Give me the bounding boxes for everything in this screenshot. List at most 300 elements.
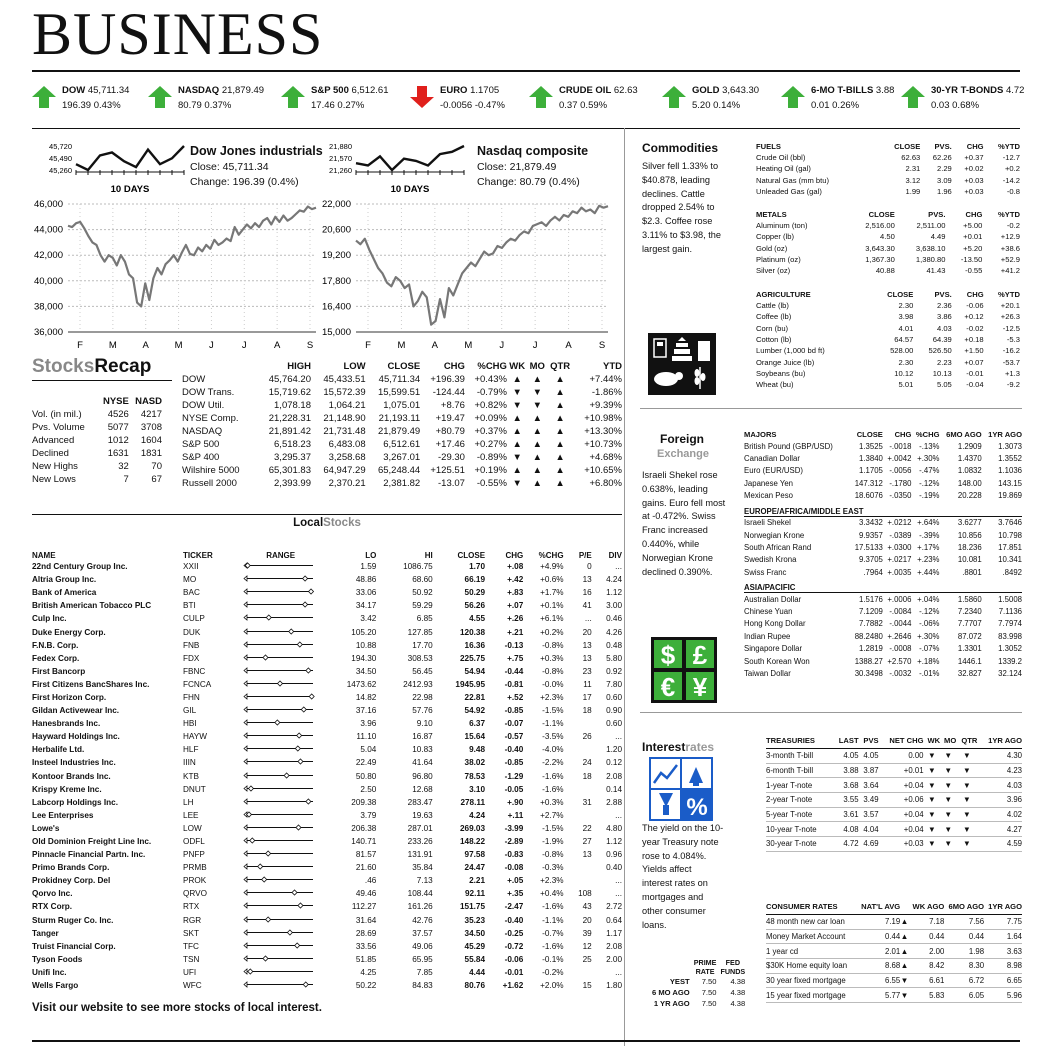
rate-cell: 8.30 <box>944 959 984 974</box>
fx-cell: -.0056 <box>889 466 912 476</box>
ticker-line2 <box>440 100 505 111</box>
stock-ticker: RGR <box>183 915 202 925</box>
range-bar <box>241 941 315 950</box>
stock-cell: 31 <box>582 797 592 807</box>
stock-cell: 22.81 <box>464 692 486 702</box>
recap-cell: 1,078.18 <box>274 400 311 411</box>
recap-header: CLOSE <box>387 360 421 372</box>
rate-row <box>766 973 1022 988</box>
commodity-cell: +38.6 <box>1000 243 1020 253</box>
fx-row <box>744 642 1022 654</box>
fx-cell: -.0018 <box>889 441 912 451</box>
range-low-marker <box>244 576 247 581</box>
commodity-cell: 526.50 <box>928 346 952 356</box>
fx-cell: -.13% <box>919 441 940 451</box>
rate-cell: 5.77 <box>857 988 901 1003</box>
stock-cell: 21.60 <box>355 863 377 873</box>
mini-tick-label: 21,260 <box>329 166 352 175</box>
stock-cell: 28.69 <box>355 928 377 938</box>
fx-cell: 7.1136 <box>998 606 1022 616</box>
recap-cell: 3,258.68 <box>328 452 366 463</box>
table-row <box>32 599 622 612</box>
rate-header: 1YR AGO <box>977 736 1022 749</box>
recap-cell: 3,295.37 <box>274 452 311 463</box>
range-bar <box>241 849 315 858</box>
ticker-pct: 0.59% <box>580 100 608 111</box>
fx-cell: +.44% <box>917 567 940 577</box>
recap-cell: ▲ <box>532 413 542 424</box>
stock-name: Wells Fargo <box>32 981 79 991</box>
fx-cell: +.17% <box>917 542 940 552</box>
stock-cell: 4.26 <box>606 627 622 637</box>
fx-cell: Taiwan Dollar <box>744 668 791 678</box>
commodity-col-header: PVS. <box>928 210 946 219</box>
ticker-line2 <box>178 100 231 111</box>
stock-cell: 4.24 <box>606 575 622 585</box>
stock-cell: 27 <box>582 837 592 847</box>
rate-cell: ▼ <box>924 749 941 764</box>
stock-name: Primo Brands Corp. <box>32 863 110 873</box>
commodity-header-row <box>756 289 1020 300</box>
recap-header: QTR <box>550 360 571 372</box>
recap-cell: 2,393.99 <box>274 478 311 489</box>
ticker-value: 45,711.34 <box>87 85 130 96</box>
stock-cell: 23 <box>582 666 592 676</box>
stock-cell: 0.60 <box>606 719 622 729</box>
fx-cell: 3.7646 <box>998 518 1022 528</box>
recap-cell: 15,572.39 <box>323 387 366 398</box>
stock-cell: 33.06 <box>355 588 377 598</box>
recap-cell: ▲ <box>532 452 542 463</box>
rate-row <box>766 929 1022 944</box>
prime-row <box>648 976 745 987</box>
x-tick-label: J <box>499 340 505 351</box>
fx-cell: 18.236 <box>957 542 982 552</box>
recap-cell: 21,228.31 <box>268 413 311 424</box>
rate-row <box>766 807 1022 822</box>
range-close-marker <box>258 864 263 869</box>
range-bar <box>241 823 315 832</box>
prime-header: FED FUNDS <box>720 958 746 976</box>
table-row <box>32 914 622 927</box>
fx-header <box>744 430 849 440</box>
recap-cell: 6,512.61 <box>383 439 421 450</box>
stock-cell: 7.13 <box>416 876 433 886</box>
recap-cell: 65,301.83 <box>268 465 311 476</box>
fx-cell: .7964 <box>863 567 883 577</box>
commodity-cell: +0.07 <box>964 357 984 367</box>
stock-cell: -2.2% <box>542 758 564 768</box>
ticker-name: CRUDE OIL <box>559 85 612 96</box>
range-close-marker <box>306 799 311 804</box>
range-bar <box>241 627 315 636</box>
fx-cell: 83.998 <box>998 631 1022 641</box>
price-line <box>68 207 316 307</box>
fx-header-label: 6MO AGO <box>946 430 982 439</box>
prime-table <box>648 958 745 1009</box>
fx-cell: 1.3073 <box>998 441 1022 451</box>
fx-header-label: CLOSE <box>856 430 883 439</box>
volume-cell: 1831 <box>140 448 162 459</box>
bottom-rule <box>32 1040 1020 1042</box>
stock-cell: 161.26 <box>407 902 433 912</box>
fx-row <box>744 554 1022 566</box>
x-tick-label: A <box>273 340 281 351</box>
recap-cell: 2,381.82 <box>383 478 421 489</box>
commodity-cell: 3.12 <box>905 175 921 185</box>
table-row <box>32 678 622 691</box>
range-low-marker <box>244 746 247 751</box>
up-arrow-icon <box>901 86 925 108</box>
rate-cell: ▲ <box>900 959 909 974</box>
stock-range <box>241 573 320 586</box>
ticker-change: 0.37 <box>559 100 578 111</box>
ticker-value: 3,643.30 <box>722 85 760 96</box>
stock-cell: 22 <box>582 823 592 833</box>
range-low-marker <box>244 864 247 869</box>
rate-cell: 0.44 <box>944 929 984 944</box>
fx-cell: +.04% <box>917 594 940 604</box>
stock-range <box>241 599 320 612</box>
rate-header: WK <box>924 736 941 749</box>
rate-cell: 1-year T-note <box>766 778 833 793</box>
commodity-cell: 5.05 <box>937 380 952 390</box>
table-row <box>32 652 622 665</box>
commodity-cell: Lumber (1,000 bd ft) <box>756 346 825 356</box>
prime-cell: 7.50 <box>701 999 717 1008</box>
stock-cell: 9.10 <box>416 719 433 729</box>
commodity-cell: 2.36 <box>937 301 952 311</box>
recap-row <box>182 373 622 386</box>
rate-row <box>766 915 1022 930</box>
recap-row <box>182 477 622 490</box>
stock-cell: 22.98 <box>412 692 433 702</box>
table-row <box>32 887 622 900</box>
recap-cell: ▲ <box>512 465 522 476</box>
stock-cell: 55.84 <box>464 954 486 964</box>
commodity-cell: -0.01 <box>966 368 984 378</box>
fx-cell: +2.570 <box>887 656 912 666</box>
rate-cell: ▼ <box>956 837 977 852</box>
range-bar <box>241 810 315 819</box>
recap-cell: +13.30% <box>584 426 622 437</box>
ticker-line2 <box>311 100 364 111</box>
ticker-change: 5.20 <box>692 100 711 111</box>
stock-cell: 17.70 <box>412 640 433 650</box>
stock-cell: -0.72 <box>504 941 524 951</box>
commodity-row <box>756 300 1020 311</box>
stock-cell: 148.22 <box>459 837 486 847</box>
range-bar <box>241 888 315 897</box>
commodity-row <box>756 186 1020 197</box>
table-row <box>32 822 622 835</box>
commodity-cell: Unleaded Gas (gal) <box>756 187 822 197</box>
fx-cell: 1.5176 <box>859 594 883 604</box>
commodity-cell: -0.2 <box>1006 221 1020 231</box>
stock-cell: -1.5% <box>542 706 564 716</box>
stock-cell: -0.05 <box>504 784 524 794</box>
stock-cell: 1.70 <box>469 562 486 572</box>
fx-cell: 10.081 <box>957 555 982 565</box>
recap-cell: 21,193.11 <box>378 413 421 424</box>
range-low-marker <box>244 720 247 725</box>
stock-cell: 56.26 <box>464 601 486 611</box>
range-close-marker <box>275 720 280 725</box>
table-row <box>32 665 622 678</box>
ticker-item <box>781 82 899 116</box>
recap-cell: ▼ <box>512 478 522 489</box>
fx-cell: British Pound (GBP/USD) <box>744 441 833 451</box>
commodity-cell: -13.50 <box>960 255 983 265</box>
prime-cell: 1 YR AGO <box>653 999 690 1008</box>
stock-cell: 0.14 <box>606 784 622 794</box>
recap-cell: +196.39 <box>430 374 465 385</box>
up-arrow-icon <box>781 86 805 108</box>
range-close-marker <box>298 759 303 764</box>
commodity-cell: 4.49 <box>930 232 946 242</box>
commodity-col-header: PVS. <box>934 290 952 299</box>
commodity-cell: 3.86 <box>937 312 952 322</box>
rate-cell: 5.83 <box>909 988 945 1003</box>
stock-cell: 18 <box>582 771 592 781</box>
x-tick-label: J <box>532 340 538 351</box>
rate-row <box>766 763 1022 778</box>
commodity-cell: 3,643.30 <box>865 243 895 253</box>
rate-header <box>900 902 909 915</box>
stock-cell: -2.47 <box>504 902 524 912</box>
fx-row <box>744 593 1022 605</box>
stock-cell: 34.50 <box>464 928 486 938</box>
interest-title <box>642 740 714 754</box>
range-low-marker <box>244 877 247 882</box>
up-arrow-shape <box>781 86 805 108</box>
stock-cell: 112.27 <box>351 902 377 912</box>
fx-row <box>744 465 1022 477</box>
stock-name: First Horizon Corp. <box>32 692 107 702</box>
commodity-cell: +0.37 <box>964 153 984 163</box>
down-arrow-icon <box>410 86 434 108</box>
volume-row <box>32 447 162 460</box>
table-row <box>32 900 622 913</box>
stock-cell: 151.75 <box>459 902 486 912</box>
rate-cell: 7.18 <box>909 915 945 930</box>
stock-cell: 2.08 <box>606 941 622 951</box>
recap-cell: 15,599.51 <box>377 387 421 398</box>
stock-cell: -1.6% <box>542 941 564 951</box>
stock-name: RTX Corp. <box>32 902 73 912</box>
ticker-line1 <box>931 85 1024 96</box>
stock-range <box>241 861 320 874</box>
rate-cell: +0.06 <box>879 793 924 808</box>
recap-cell: Russell 2000 <box>182 478 237 489</box>
stock-name: Unifi Inc. <box>32 967 67 977</box>
commodity-cell: 3.09 <box>936 175 952 185</box>
stock-cell: +.75 <box>507 653 524 663</box>
fx-cell: Norwegian Krone <box>744 530 805 540</box>
stock-cell: .46 <box>364 876 377 886</box>
nasdaq-summary <box>477 144 588 188</box>
dow-close: Close: 45,711.34 <box>190 161 269 173</box>
stock-name: Gildan Activewear Inc. <box>32 706 120 716</box>
range-low-marker <box>244 759 247 764</box>
fx-cell: 32.124 <box>998 668 1022 678</box>
commodity-row <box>756 323 1020 334</box>
stock-cell: 49.46 <box>355 889 377 899</box>
stock-cell: 78.53 <box>464 771 486 781</box>
commodity-cell: 2,511.00 <box>916 221 946 231</box>
commodity-cell: Heating Oil (gal) <box>756 164 811 174</box>
ticker-pct: 0.14% <box>713 100 741 111</box>
stock-cell: 2.88 <box>606 797 622 807</box>
table-row <box>32 783 622 796</box>
recap-cell: 1,064.21 <box>328 400 366 411</box>
stock-cell: 49.06 <box>412 941 433 951</box>
table-row <box>32 953 622 966</box>
stock-cell: 3.96 <box>360 719 377 729</box>
stock-cell: 1.80 <box>606 981 622 991</box>
range-bar <box>241 600 315 609</box>
stock-range <box>241 953 320 966</box>
svg-text:$: $ <box>660 640 676 670</box>
stocks-header: NAME <box>32 551 56 560</box>
rate-row <box>766 944 1022 959</box>
rate-cell: ▼ <box>940 837 956 852</box>
stock-range <box>241 927 320 940</box>
recap-cell: -0.55% <box>476 478 507 489</box>
up-arrow-icon <box>529 86 553 108</box>
stock-cell: 233.26 <box>407 837 433 847</box>
recap-cell: 45,711.34 <box>378 374 421 385</box>
x-tick-label: F <box>365 340 371 351</box>
rate-cell: 6.05 <box>944 988 984 1003</box>
stock-name: Lee Enterprises <box>32 810 94 820</box>
ticker-change: 0.03 <box>931 100 950 111</box>
commodity-row <box>756 334 1020 345</box>
commodity-cell: Corn (bu) <box>756 323 789 333</box>
fx-header <box>939 430 981 440</box>
rate-row <box>766 837 1022 852</box>
rate-cell: ▲ <box>900 944 909 959</box>
stock-cell: 54.94 <box>464 666 486 676</box>
stocks-header: DIV <box>608 551 622 560</box>
recap-header-row <box>182 359 622 373</box>
table-row <box>32 809 622 822</box>
stock-cell: +0.2% <box>540 627 564 637</box>
range-bar <box>241 718 315 727</box>
fx-cell: Israeli Shekel <box>744 518 791 528</box>
recap-cell: ▼ <box>532 400 542 411</box>
stock-range <box>241 678 320 691</box>
volume-cell: 1631 <box>107 448 129 459</box>
range-close-marker <box>266 917 271 922</box>
ticker-change: 80.79 <box>178 100 202 111</box>
table-row <box>32 979 622 992</box>
rate-cell: 48 month new car loan <box>766 915 857 930</box>
volume-cell: 5077 <box>107 422 129 433</box>
commodity-cell: 1.99 <box>905 187 921 197</box>
rate-cell: ▼ <box>940 763 956 778</box>
stock-cell: +0.4% <box>540 889 564 899</box>
fx-table <box>744 430 1022 680</box>
interest-title-a: Interest <box>642 740 686 754</box>
commodities-rule <box>640 408 1022 409</box>
recap-cell: ▼ <box>512 452 522 463</box>
rate-cell: ▲ <box>900 929 909 944</box>
rate-header: WK AGO <box>909 902 945 915</box>
fx-row <box>744 516 1022 528</box>
recap-cell: +6.80% <box>589 478 622 489</box>
range-bar <box>241 692 315 701</box>
stock-cell: 0.40 <box>606 863 622 873</box>
ticker-pct: 0.37% <box>204 100 232 111</box>
stock-cell: -0.1% <box>542 954 564 964</box>
recap-cell: ▲ <box>532 465 542 476</box>
recap-cell: ▲ <box>532 374 542 385</box>
fx-cell: 148.00 <box>957 478 982 488</box>
local-title-b: Stocks <box>323 517 361 529</box>
stock-cell: -0.81 <box>504 679 524 689</box>
range-bar <box>241 862 315 871</box>
prime-cell: 6 MO AGO <box>652 988 690 997</box>
stock-cell: -0.07 <box>504 719 524 729</box>
rate-header: TREASURIES <box>766 736 833 749</box>
commodity-cell: 4.03 <box>937 323 952 333</box>
svg-text:¥: ¥ <box>692 672 708 702</box>
y-tick-label: 20,600 <box>321 224 351 236</box>
recap-cell: +80.79 <box>435 426 465 437</box>
mini-tick-label: 45,720 <box>49 142 72 151</box>
stock-cell: +2.7% <box>540 810 564 820</box>
commodity-cell: -9.2 <box>1006 380 1020 390</box>
range-bar <box>241 731 315 740</box>
stock-cell: 225.75 <box>459 653 486 663</box>
stock-cell: 65.95 <box>412 954 433 964</box>
commodity-cell: 2,516.00 <box>865 221 895 231</box>
stock-range <box>241 743 320 756</box>
stock-cell: 11 <box>583 679 592 689</box>
stock-cell: -3.5% <box>542 732 564 742</box>
stock-cell: +.90 <box>507 797 524 807</box>
stock-cell: -0.40 <box>504 915 524 925</box>
rate-cell: ▼ <box>956 763 977 778</box>
fx-row <box>744 566 1022 578</box>
stock-cell: 0.64 <box>606 915 622 925</box>
table-row <box>32 560 622 573</box>
up-arrow-icon <box>281 86 305 108</box>
stock-cell: 0.48 <box>606 640 622 650</box>
fx-cell: 1.3525 <box>859 441 883 451</box>
recap-cell: 21,148.90 <box>323 413 366 424</box>
fx-cell: 1.3840 <box>859 454 883 464</box>
table-row <box>32 717 622 730</box>
rate-cell: 7.19 <box>857 915 901 930</box>
stock-cell: 11.10 <box>356 732 377 742</box>
x-tick-label: F <box>77 340 83 351</box>
ticker-pct: 0.27% <box>337 100 365 111</box>
commodity-cell: -0.02 <box>966 323 984 333</box>
fx-cell: Chinese Yuan <box>744 606 793 616</box>
fx-cell: +.2646 <box>887 631 912 641</box>
mini-tick-label: 45,260 <box>49 166 72 175</box>
commodity-header-row <box>756 141 1020 152</box>
range-low-marker <box>244 890 247 895</box>
commodity-row <box>756 254 1020 265</box>
y-tick-label: 42,000 <box>33 250 63 262</box>
range-bar <box>241 705 315 714</box>
stock-cell: 3.10 <box>469 784 486 794</box>
stock-cell: 50.22 <box>355 981 377 991</box>
range-low-marker <box>244 786 247 791</box>
